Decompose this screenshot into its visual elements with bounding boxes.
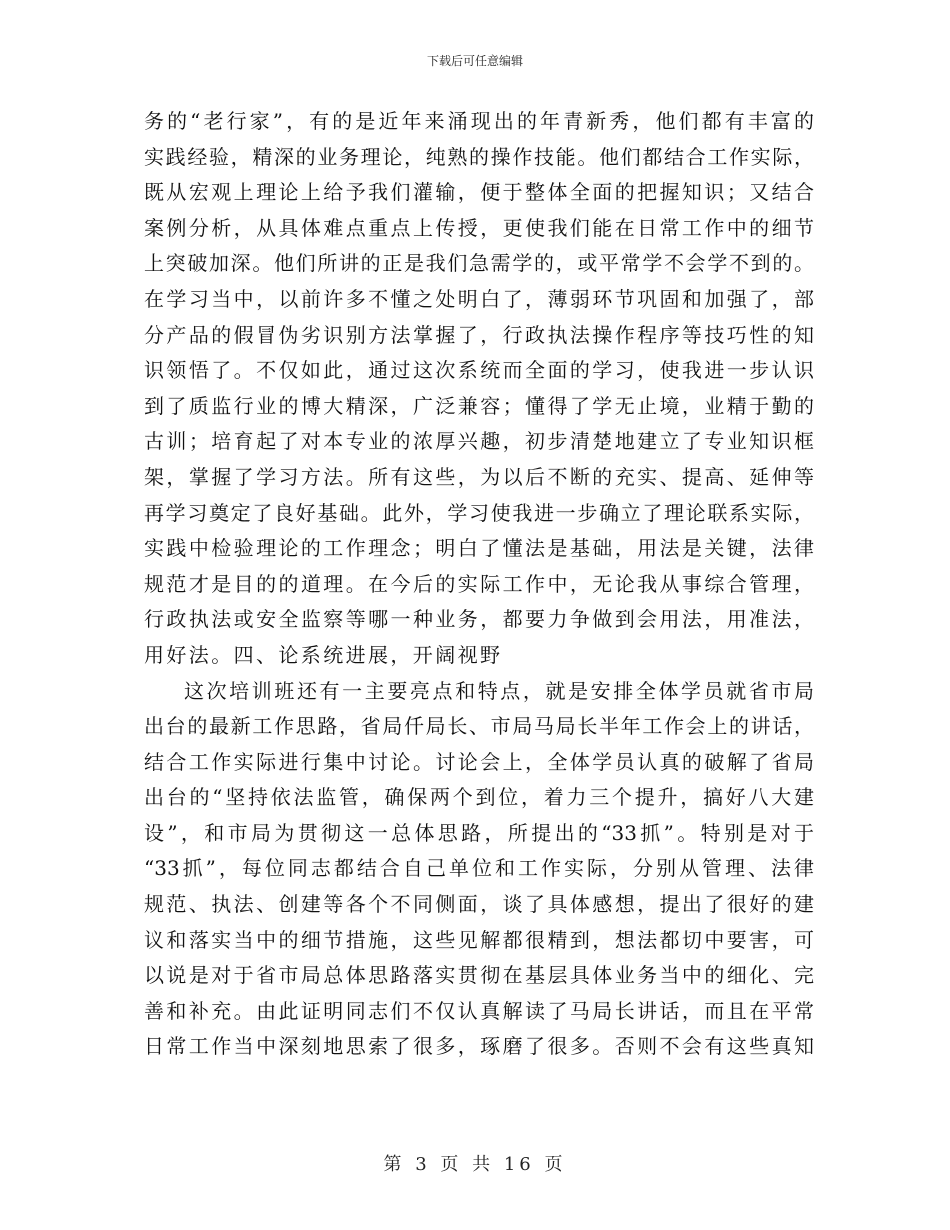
text-line: 设”，和市局为贯彻这一总体思路，所提出的“33抓”。特别是对于	[144, 820, 814, 845]
text-line: 到了质监行业的博大精深，广泛兼容；懂得了学无止境，业精于勤的	[144, 393, 814, 418]
text-line: 上突破加深。他们所讲的正是我们急需学的，或平常学不会学不到的。	[144, 251, 814, 276]
text-line: 这次培训班还有一主要亮点和特点，就是安排全体学员就省市局	[184, 678, 814, 703]
text-line: 议和落实当中的细节措施，这些见解都很精到，想法都切中要害，可	[144, 927, 814, 952]
text-line: 架，掌握了学习方法。所有这些，为以后不断的充实、提高、延伸等	[144, 464, 814, 489]
text-line: 出台的最新工作思路，省局仟局长、市局马局长半年工作会上的讲话，	[144, 714, 814, 739]
text-line: 古训；培育起了对本专业的浓厚兴趣，初步清楚地建立了专业知识框	[144, 429, 814, 454]
text-line: 在学习当中，以前许多不懂之处明白了，薄弱环节巩固和加强了，部	[144, 286, 814, 311]
text-line: 既从宏观上理论上给予我们灌输，便于整体全面的把握知识；又结合	[144, 180, 814, 205]
text-line: 行政执法或安全监察等哪一种业务，都要力争做到会用法，用准法，	[144, 607, 814, 632]
page-header: 下载后可任意编辑	[426, 54, 523, 68]
text-line: 实践经验，精深的业务理论，纯熟的操作技能。他们都结合工作实际，	[144, 144, 814, 169]
text-line: 实践中检验理论的工作理念；明白了懂法是基础，用法是关键，法律	[144, 536, 814, 561]
text-line: 案例分析，从具体难点重点上传授，更使我们能在日常工作中的细节	[144, 215, 814, 240]
text-line: 分产品的假冒伪劣识别方法掌握了，行政执法操作程序等技巧性的知	[144, 322, 814, 347]
text-line: 以说是对于省市局总体思路落实贯彻在基层具体业务当中的细化、完	[144, 963, 814, 988]
text-line: “33抓”，每位同志都结合自己单位和工作实际，分别从管理、法律	[144, 856, 814, 881]
text-line: 再学习奠定了良好基础。此外，学习使我进一步确立了理论联系实际，	[144, 500, 814, 525]
document-body	[144, 104, 814, 1065]
text-line: 规范、执法、创建等各个不同侧面，谈了具体感想，提出了很好的建	[144, 892, 814, 917]
text-line: 规范才是目的的道理。在今后的实际工作中，无论我从事综合管理，	[144, 571, 814, 596]
text-line: 用好法。四、论系统进展，开阔视野	[144, 642, 503, 667]
text-line: 出台的“坚持依法监管，确保两个到位，着力三个提升，搞好八大建	[144, 785, 814, 810]
text-line: 务的“老行家”，有的是近年来涌现出的年青新秀，他们都有丰富的	[144, 109, 814, 133]
page-number: 第 3 页 共 16 页	[383, 1154, 567, 1175]
text-line: 善和补充。由此证明同志们不仅认真解读了马局长讲话，而且在平常	[144, 998, 814, 1023]
text-line: 识领悟了。不仅如此，通过这次系统而全面的学习，使我进一步认识	[144, 358, 814, 383]
text-line: 结合工作实际进行集中讨论。讨论会上，全体学员认真的破解了省局	[144, 749, 814, 774]
text-line: 日常工作当中深刻地思索了很多，琢磨了很多。否则不会有这些真知	[144, 1034, 814, 1059]
